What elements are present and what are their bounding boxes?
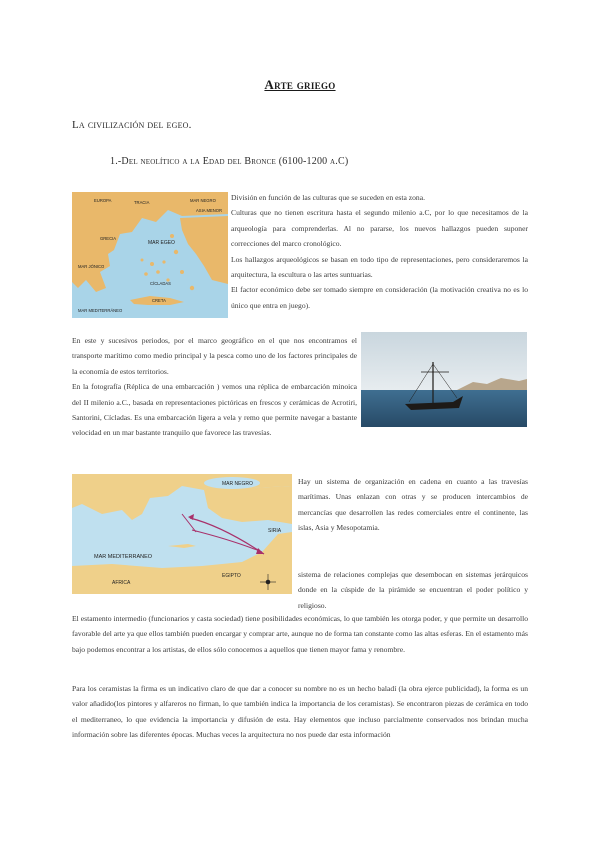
paragraph: El factor económico debe ser tomado siempre en consideración (la motivación creativa no es lo único que entra en juego). xyxy=(231,285,528,310)
hierarchy-text xyxy=(298,567,528,613)
map1-label: CRETA xyxy=(152,298,166,303)
paragraph: sistema de relaciones complejas que desembocan en sistemas jerárquicos donde en la cúspide de la pirámide se encuentran el poder político y religioso. xyxy=(298,570,528,610)
maritime-text xyxy=(72,333,357,441)
map1-label: TRACIA xyxy=(134,200,150,205)
ceramics-text xyxy=(72,681,528,743)
paragraph: Para los ceramistas la firma es un indicativo claro de que dar a conocer su nombre no es un hecho baladí (la obra ejerce publicidad), la forma es un valor añadido(los pintores y alfareros no firman, lo que también indica la importancia de los ceramistas). Se encontraron piezas de cerámica en todo el mediterraneo, lo que evidencia la importancia y difusión de esta. Hay elementos que incluso parcialmente conservados nos brindan mucha información sobre las diferentes épocas. Muchas veces la arquitectura no nos puede dar esta información xyxy=(72,684,528,740)
paragraph: Hay un sistema de organización en cadena en cuanto a las travesías marítimas. Unas enlazan con otras y se producen intercambios de mercancías que desarrollen las redes comerciales entre el continente, las islas, Asia y Mesopotamia. xyxy=(298,477,528,533)
map2-label: MAR NEGRO xyxy=(222,481,253,487)
map1-label: GRECIA xyxy=(100,236,117,241)
map1-label: MAR JÓNICO xyxy=(78,264,105,269)
trade-routes-map xyxy=(72,474,292,594)
map1-label: MAR NEGRO xyxy=(190,198,216,203)
map1-label: EUROPA xyxy=(94,198,112,203)
boat-photo xyxy=(361,332,527,427)
subsection-heading: 1.-Del neolítico a la Edad del Bronce (6100-1200 a.C) xyxy=(110,156,349,167)
section-heading: La civilización del egeo. xyxy=(72,119,192,131)
map2-label: AFRICA xyxy=(112,580,131,586)
map1-label: CÍCLADAS xyxy=(150,281,171,286)
paragraph: En la fotografía (Réplica de una embarcación ) vemos una réplica de embarcación minoica del II milenio a.C., basada en representaciones pictóricas en frescos y cerámicas de Acrotiri, Santorini, Cícladas. Es una embarcación ligera a vela y remo que permite navegar a bastante velocidad en un mar bastante tranquilo que favorece las travesías. xyxy=(72,382,357,438)
trade-text xyxy=(298,474,528,536)
page-title: Arte griego xyxy=(264,77,336,92)
intro-text xyxy=(231,190,528,313)
hierarchy-continuation xyxy=(72,611,528,657)
paragraph: En este y sucesivos periodos, por el marco geográfico en el que nos encontramos el transporte marítimo como medio principal y la pesca como uno de los factores principales de la economía de estos territorios. xyxy=(72,336,357,376)
paragraph: El estamento intermedio (funcionarios y casta sociedad) tiene posibilidades económicas, lo que también les otorga poder, y que permite un desarrollo favorable del arte ya que ellos también pueden encargar y comprar arte, aunque no de forma tan constante como las altas esferas. En el estamento más bajo podemos encontrar a los artistas, de ellos sólo conocemos a aquellos que tienen mayor fama y renombre. xyxy=(72,614,528,654)
aegean-map xyxy=(72,192,228,318)
paragraph: Los hallazgos arqueológicos se basan en todo tipo de representaciones, pero consideraremos la arquitectura, la escultura o las artes suntuarias. xyxy=(231,254,528,280)
map1-label: ASIA MENOR xyxy=(196,208,223,213)
map2-label: SIRIA xyxy=(268,528,282,534)
paragraph: Culturas que no tienen escritura hasta el segundo milenio a.C, por lo que necesitamos de la arqueología para comprenderlas. Al no pararse, los nuevos hallazgos pueden suponer correcciones del marco cronológico. xyxy=(231,208,528,249)
map2-label: EGIPTO xyxy=(222,573,241,579)
map1-label: MAR EGEO xyxy=(148,240,175,246)
map1-label: MAR MEDITERRÁNEO xyxy=(78,308,123,313)
paragraph: División en función de las culturas que se suceden en esta zona. xyxy=(231,193,426,202)
map2-label: MAR MEDITERRANEO xyxy=(94,554,153,560)
